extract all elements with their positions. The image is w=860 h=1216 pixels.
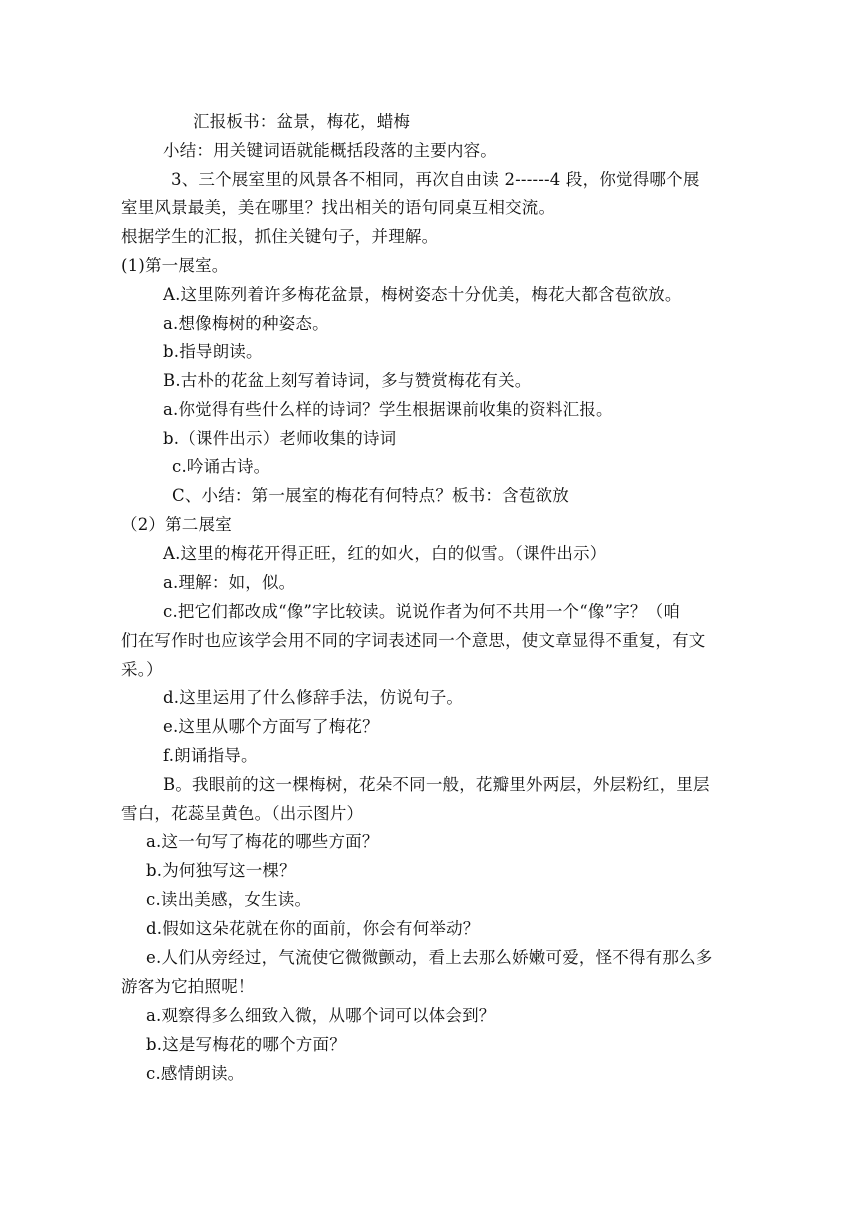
text-line: a.你觉得有些什么样的诗词？学生根据课前收集的资料汇报。	[163, 400, 613, 419]
text-line: 3、三个展室里的风景各不相同，再次自由读 2------4 段，你觉得哪个展	[171, 170, 700, 189]
text-line: a.观察得多么细致入微，从哪个词可以体会到？	[146, 1006, 496, 1025]
text-line: B.古朴的花盆上刻写着诗词，多与赞赏梅花有关。	[163, 371, 532, 390]
text-line: c.感情朗读。	[146, 1064, 245, 1083]
text-line: a.想像梅树的种姿态。	[163, 314, 329, 333]
text-line: b.（课件出示）老师收集的诗词	[163, 429, 397, 448]
text-line: a.理解：如，似。	[163, 573, 296, 592]
text-line: A.这里陈列着许多梅花盆景，梅树姿态十分优美，梅花大都含苞欲放。	[163, 285, 682, 304]
text-line: f.朗诵指导。	[163, 746, 258, 765]
text-line: B。我眼前的这一棵梅树，花朵不同一般，花瓣里外两层，外层粉红，里层	[163, 775, 710, 794]
text-line: 雪白，花蕊呈黄色。（出示图片）	[121, 804, 364, 823]
text-line: c.读出美感，女生读。	[146, 890, 312, 909]
text-line: C、小结：第一展室的梅花有何特点？板书：含苞欲放	[172, 486, 569, 505]
text-line: b.为何独写这一棵？	[146, 861, 296, 880]
text-line: d.这里运用了什么修辞手法，仿说句子。	[163, 688, 464, 707]
text-line: a.这一句写了梅花的哪些方面？	[146, 832, 379, 851]
text-line: b.指导朗读。	[163, 342, 263, 361]
text-line: 们在写作时也应该学会用不同的字词表述同一个意思，使文章显得不重复，有文	[121, 631, 706, 650]
text-line: e.这里从哪个方面写了梅花？	[163, 717, 379, 736]
text-line: c.把它们都改成“像”字比较读。说说作者为何不共用一个“像”字？（咱	[163, 602, 681, 621]
text-line: 小结：用关键词语就能概括段落的主要内容。	[163, 141, 497, 160]
text-line: e.人们从旁经过，气流使它微微颤动，看上去那么娇嫩可爱，怪不得有那么多	[146, 948, 713, 967]
text-line: 游客为它拍照呢！	[121, 977, 255, 996]
text-line: A.这里的梅花开得正旺，红的如火，白的似雪。（课件出示）	[163, 544, 607, 563]
text-line: 室里风景最美，美在哪里？找出相关的语句同桌互相交流。	[121, 198, 556, 217]
text-line: 采。）	[121, 660, 163, 679]
text-line: （2）第二展室	[121, 515, 232, 534]
text-line: 根据学生的汇报，抓住关键句子，并理解。	[121, 227, 439, 246]
text-line: 汇报板书：盆景，梅花，蜡梅	[193, 112, 411, 131]
text-line: c.吟诵古诗。	[172, 457, 271, 476]
text-line: d.假如这朵花就在你的面前，你会有何举动？	[146, 919, 480, 938]
text-line: b.这是写梅花的哪个方面？	[146, 1035, 346, 1054]
text-line: (1)第一展室。	[121, 256, 229, 275]
